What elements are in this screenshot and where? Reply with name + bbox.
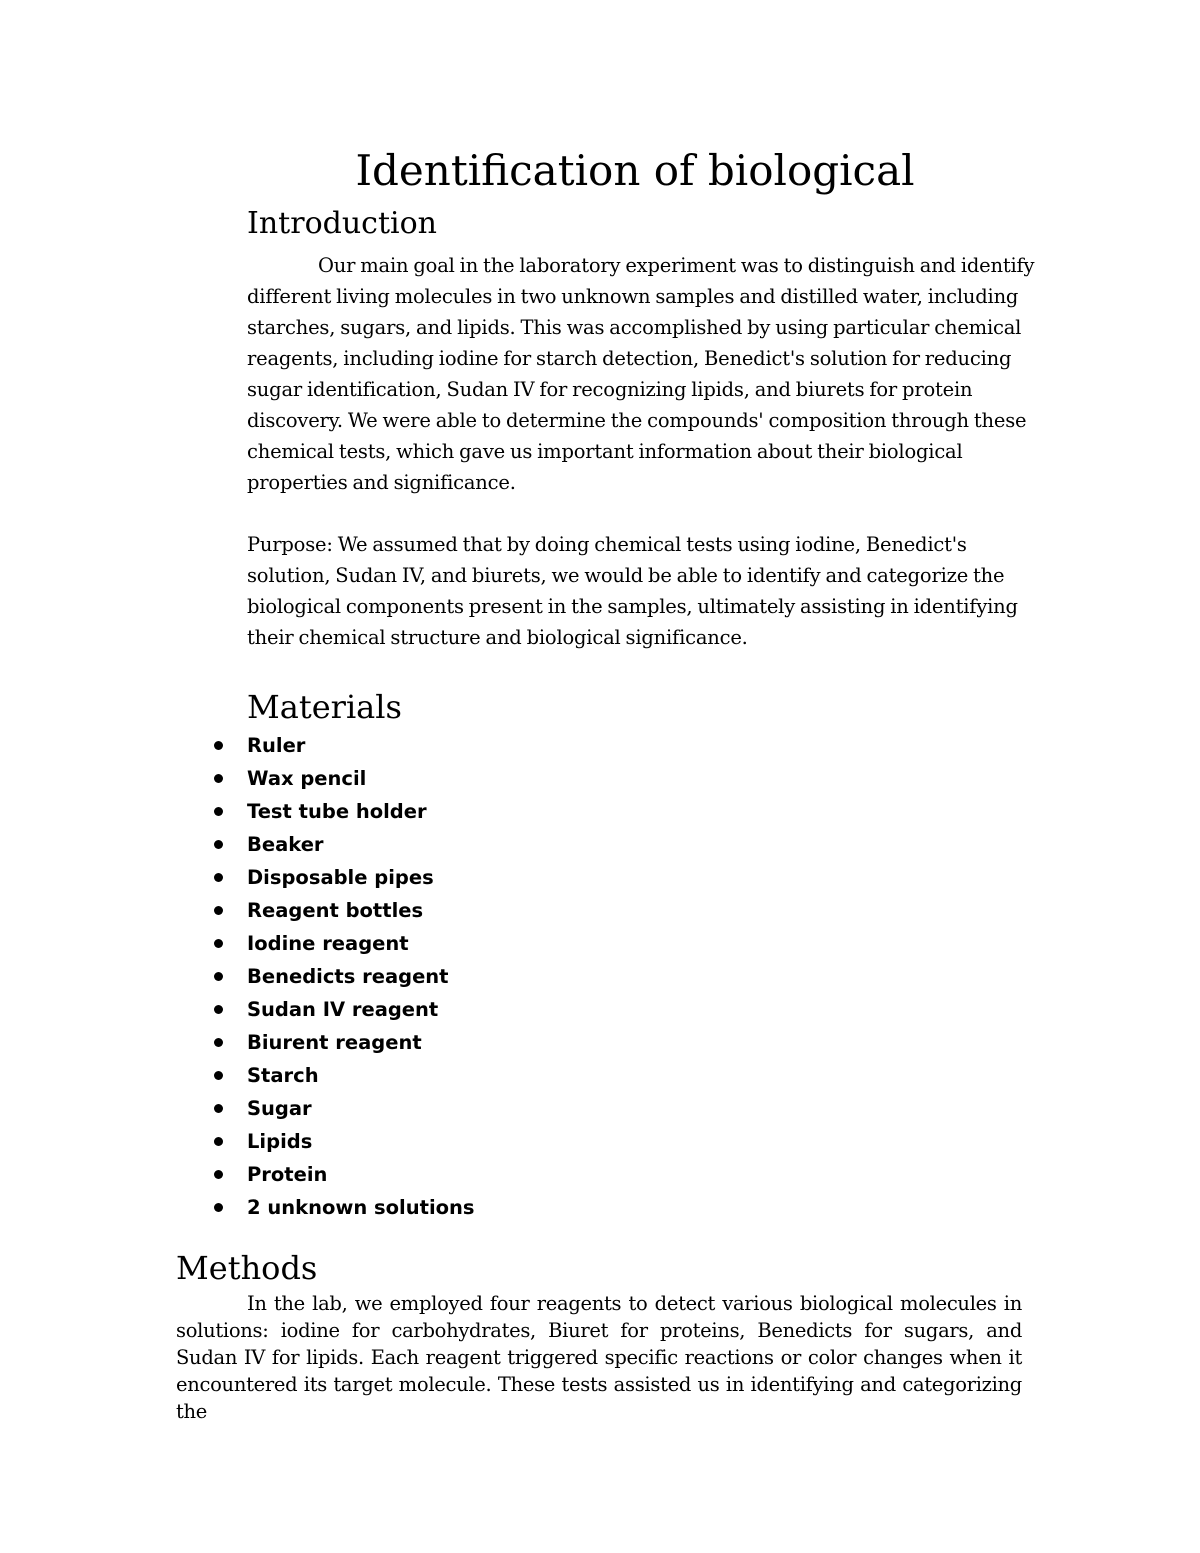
- list-item-label: Ruler: [247, 734, 306, 757]
- list-item: [247, 896, 475, 929]
- list-item-label: Lipids: [247, 1130, 313, 1153]
- list-item: [247, 731, 475, 764]
- bullet-icon: [214, 939, 223, 948]
- list-item-label: Sugar: [247, 1097, 312, 1120]
- bullet-icon: [214, 774, 223, 783]
- bullet-icon: [214, 1005, 223, 1014]
- list-item-label: Iodine reagent: [247, 932, 409, 955]
- introduction-paragraph: Our main goal in the laboratory experiment was to distinguish and identify different living molecules in two unknown samples and distilled water, including starches, sugars, and lipids. This was accomplished by using particular chemical reagents, including iodine for starch detection, Benedict's solution for reducing sugar identification, Sudan IV for recognizing lipids, and biurets for protein discovery. We were able to determine the compounds' composition through these chemical tests, which gave us important information about their biological properties and significance.: [247, 254, 1035, 494]
- list-item-label: Disposable pipes: [247, 866, 434, 889]
- list-item: [247, 764, 475, 797]
- list-item: [247, 1127, 475, 1160]
- list-item: [247, 995, 475, 1028]
- materials-heading: Materials: [247, 688, 402, 726]
- bullet-icon: [214, 906, 223, 915]
- list-item-label: Wax pencil: [247, 767, 367, 790]
- list-item-label: Beaker: [247, 833, 324, 856]
- introduction-heading: Introduction: [247, 206, 437, 241]
- list-item: [247, 929, 475, 962]
- methods-heading: Methods: [176, 1249, 318, 1287]
- bullet-icon: [214, 741, 223, 750]
- list-item: [247, 863, 475, 896]
- bullet-icon: [214, 1137, 223, 1146]
- list-item: [247, 1160, 475, 1193]
- bullet-icon: [214, 1071, 223, 1080]
- bullet-icon: [214, 840, 223, 849]
- list-item-label: Benedicts reagent: [247, 965, 449, 988]
- list-item: [247, 830, 475, 863]
- list-item: [247, 1193, 475, 1226]
- list-item-label: Biurent reagent: [247, 1031, 422, 1054]
- document-title: Identification of biological: [355, 146, 915, 195]
- list-item: [247, 1061, 475, 1094]
- bullet-icon: [214, 972, 223, 981]
- list-item: [247, 1028, 475, 1061]
- bullet-icon: [214, 1170, 223, 1179]
- methods-paragraph: In the lab, we employed four reagents to detect various biological molecules in solutions: iodine for carbohydrates, Biuret for proteins, Benedicts for sugars, and Sudan IV for lipids. Each reagent triggered specific reactions or color changes when it encountered its target molecule. These tests assisted us in identifying and categorizing the: [176, 1292, 1022, 1423]
- list-item-label: Starch: [247, 1064, 319, 1087]
- list-item-label: Sudan IV reagent: [247, 998, 439, 1021]
- list-item-label: Protein: [247, 1163, 328, 1186]
- bullet-icon: [214, 1104, 223, 1113]
- list-item-label: 2 unknown solutions: [247, 1196, 475, 1219]
- list-item: [247, 797, 475, 830]
- list-item: [247, 1094, 475, 1127]
- bullet-icon: [214, 1038, 223, 1047]
- list-item: [247, 962, 475, 995]
- list-item-label: Reagent bottles: [247, 899, 424, 922]
- bullet-icon: [214, 873, 223, 882]
- bullet-icon: [214, 1203, 223, 1212]
- materials-list: [247, 731, 475, 1226]
- purpose-paragraph: Purpose: We assumed that by doing chemical tests using iodine, Benedict's solution, Sudan IV, and biurets, we would be able to identify and categorize the biological components present in the samples, ultimately assisting in identifying their chemical structure and biological significance.: [247, 533, 1018, 649]
- bullet-icon: [214, 807, 223, 816]
- list-item-label: Test tube holder: [247, 800, 427, 823]
